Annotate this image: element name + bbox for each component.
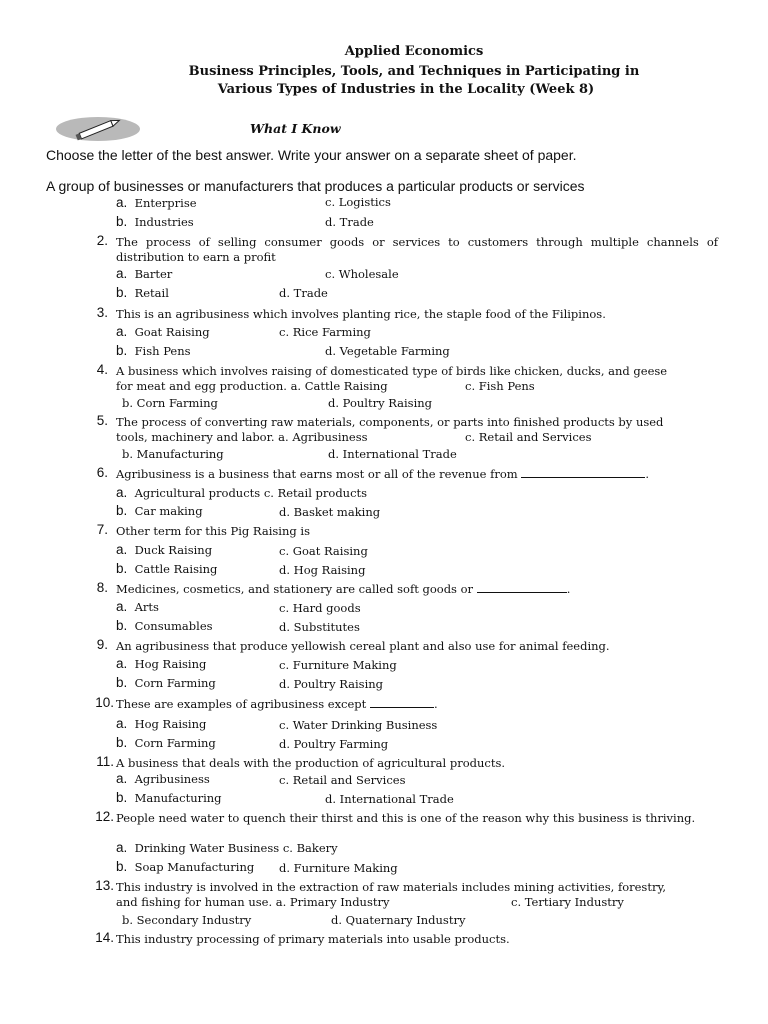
question-12-text: People need water to quench their thirst and this is one of the reason why this business is thriving. <box>116 811 696 825</box>
q9-option-c: c. Furniture Making <box>279 658 397 672</box>
lesson-title-line2: Various Types of Industries in the Locality (Week 8) <box>217 82 595 97</box>
q1-option-b: b. Industries <box>116 214 194 229</box>
q10-option-c: c. Water Drinking Business <box>279 718 438 732</box>
q9-option-a: a. Hog Raising <box>116 656 207 671</box>
q13-option-b: b. Secondary Industry <box>122 913 252 927</box>
question-10-number: 10. <box>95 695 114 710</box>
course-title: Applied Economics <box>344 44 484 59</box>
q11-option-a: a. Agribusiness <box>116 771 210 786</box>
q1-option-c: c. Logistics <box>325 195 391 209</box>
question-6-text: Agribusiness is a business that earns most or all of the revenue from . <box>116 467 649 481</box>
question-4-number: 4. <box>96 362 108 377</box>
q5-option-d: d. International Trade <box>328 447 457 461</box>
q6-option-d: d. Basket making <box>279 505 381 519</box>
q1-option-d: d. Trade <box>325 215 374 229</box>
q11-option-c: c. Retail and Services <box>279 773 406 787</box>
q8-option-a: a. Arts <box>116 599 159 614</box>
question-4-text-line1: A business which involves raising of domesticated type of birds like chicken, ducks, and geese <box>116 364 668 378</box>
q11-option-d: d. International Trade <box>325 792 454 806</box>
q3-option-c: c. Rice Farming <box>279 325 371 339</box>
question-12-number: 12. <box>95 809 114 824</box>
q10-option-b: b. Corn Farming <box>116 735 216 750</box>
q12-option-a: a. Drinking Water Business c. Bakery <box>116 840 338 855</box>
question-11-number: 11. <box>96 754 114 769</box>
question-10-text: These are examples of agribusiness except . <box>116 697 438 711</box>
question-14-text: This industry processing of primary materials into usable products. <box>116 932 510 946</box>
q12-option-b: b. Soap Manufacturing <box>116 859 255 874</box>
q3-option-a: a. Goat Raising <box>116 324 210 339</box>
q7-option-b: b. Cattle Raising <box>116 561 218 576</box>
q2-option-c: c. Wholesale <box>325 267 399 281</box>
answer-blank <box>521 467 645 478</box>
pencil-icon <box>55 116 141 142</box>
question-8-text: Medicines, cosmetics, and stationery are called soft goods or . <box>116 582 571 596</box>
q8-option-b: b. Consumables <box>116 618 213 633</box>
q7-option-a: a. Duck Raising <box>116 542 213 557</box>
question-7-number: 7. <box>96 522 108 537</box>
q2-option-d: d. Trade <box>279 286 328 300</box>
q8-option-d: d. Substitutes <box>279 620 360 634</box>
q3-option-d: d. Vegetable Farming <box>325 344 450 358</box>
q1-option-a: a. Enterprise <box>116 195 197 210</box>
q5-option-c: c. Retail and Services <box>465 430 592 444</box>
question-9-number: 9. <box>96 637 108 652</box>
q13-option-d: d. Quaternary Industry <box>331 913 466 927</box>
question-13-number: 13. <box>95 878 114 893</box>
q4-option-c: c. Fish Pens <box>465 379 535 393</box>
question-8-number: 8. <box>96 580 108 595</box>
q4-option-b: b. Corn Farming <box>122 396 218 410</box>
q10-option-d: d. Poultry Farming <box>279 737 389 751</box>
q7-option-d: d. Hog Raising <box>279 563 366 577</box>
answer-blank <box>370 697 434 708</box>
q9-option-d: d. Poultry Raising <box>279 677 384 691</box>
question-5-number: 5. <box>96 413 108 428</box>
q6-option-b: b. Car making <box>116 503 203 518</box>
q7-option-c: c. Goat Raising <box>279 544 368 558</box>
q9-option-b: b. Corn Farming <box>116 675 216 690</box>
question-5-text-line1: The process of converting raw materials, components, or parts into finished products by used <box>116 415 664 429</box>
instructions: Choose the letter of the best answer. Write your answer on a separate sheet of paper. <box>46 147 577 163</box>
question-13-text-line1: This industry is involved in the extraction of raw materials includes mining activities, forestry, <box>116 880 667 894</box>
question-4-text-line2: for meat and egg production. a. Cattle Raising <box>116 379 388 393</box>
question-2-number: 2. <box>96 233 108 248</box>
question-3-text: This is an agribusiness which involves planting rice, the staple food of the Filipinos. <box>116 307 606 321</box>
question-14-number: 14. <box>95 930 114 945</box>
q5-option-b: b. Manufacturing <box>122 447 224 461</box>
question-11-text: A business that deals with the production of agricultural products. <box>116 756 506 770</box>
question-7-text: Other term for this Pig Raising is <box>116 524 310 538</box>
q12-option-d: d. Furniture Making <box>279 861 398 875</box>
lesson-title-line1: Business Principles, Tools, and Techniques in Participating in <box>188 64 640 79</box>
q3-option-b: b. Fish Pens <box>116 343 191 358</box>
q4-option-d: d. Poultry Raising <box>328 396 433 410</box>
q2-option-a: a. Barter <box>116 266 173 281</box>
question-6-number: 6. <box>96 465 108 480</box>
question-1-text: A group of businesses or manufacturers that produces a particular products or services <box>46 178 585 194</box>
question-3-number: 3. <box>96 305 108 320</box>
q10-option-a: a. Hog Raising <box>116 716 207 731</box>
question-9-text: An agribusiness that produce yellowish cereal plant and also use for animal feeding. <box>116 639 610 653</box>
answer-blank <box>477 582 567 593</box>
q8-option-c: c. Hard goods <box>279 601 361 615</box>
q11-option-b: b. Manufacturing <box>116 790 222 805</box>
question-13-text-line2: and fishing for human use. a. Primary Industry <box>116 895 390 909</box>
question-2-text: The process of selling consumer goods or services to customers through multiple channels of distribution to earn a profit <box>116 235 718 264</box>
q2-option-b: b. Retail <box>116 285 169 300</box>
q6-option-a: a. Agricultural products c. Retail products <box>116 485 368 500</box>
section-title: What I Know <box>250 121 341 136</box>
q13-option-c: c. Tertiary Industry <box>511 895 624 909</box>
question-5-text-line2: tools, machinery and labor. a. Agribusiness <box>116 430 368 444</box>
